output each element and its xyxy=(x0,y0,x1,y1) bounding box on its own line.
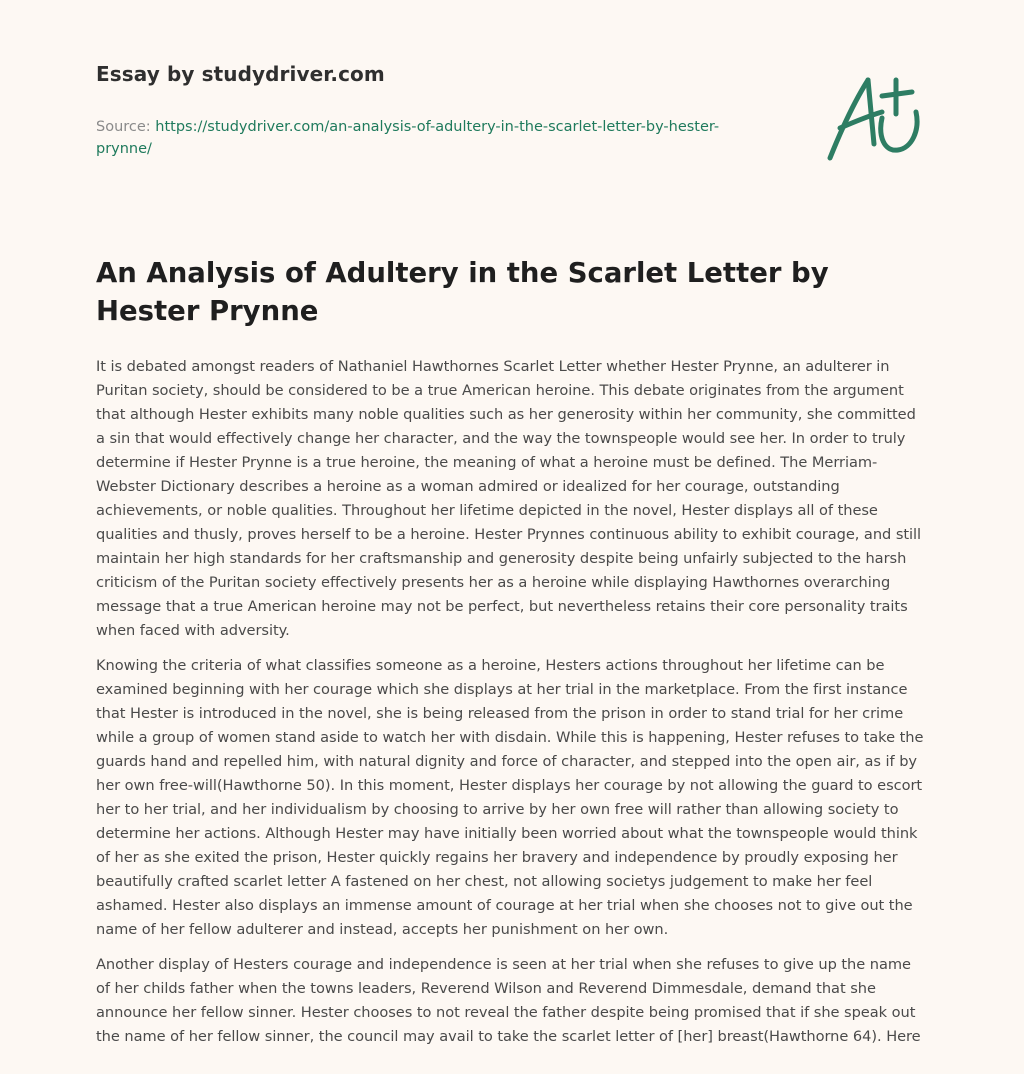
source-link[interactable]: https://studydriver.com/an-analysis-of-adultery-in-the-scarlet-letter-by-hester-prynne/ xyxy=(96,119,720,157)
paragraph: Knowing the criteria of what classifies someone as a heroine, Hesters actions throughout her lifetime can be examined beginning with her courage which she displays at her trial in the marketplace. From the first instance that Hester is introduced in the novel, she is being released from the prison in order to stand trial for her crime while a group of women stand aside to watch her with disdain. While this is happening, Hester refuses to take the guards hand and repelled him, with natural dignity and force of character, and stepped into the open air, as if by her own free-will(Hawthorne 50). In this moment, Hester displays her courage by not allowing the guard to escort her to her trial, and her individualism by choosing to arrive by her own free will rather than allowing society to determine her actions. Although Hester may have initially been worried about what the townspeople would think of her as she exited the prison, Hester quickly regains her bravery and independence by proudly exposing her beautifully crafted scarlet letter A fastened on her chest, not allowing societys judgement to make her feel ashamed. Hester also displays an immense amount of courage at her trial when she chooses not to give out the name of her fellow adulterer and instead, accepts her punishment on her own. xyxy=(96,657,924,938)
paragraph: Another display of Hesters courage and independence is seen at her trial when she refuses to give up the name of her childs father when the towns leaders, Reverend Wilson and Reverend Dimmesdale, demand that she announce her fellow sinner. Hester chooses to not reveal the father despite being promised that if she speak out the name of her fellow sinner, the council may avail to take the scarlet letter of [her] breast(Hawthorne 64). Here xyxy=(96,956,921,1045)
essay-body xyxy=(96,355,926,1060)
brand-title: Essay by studydriver.com xyxy=(96,62,385,86)
source-line xyxy=(96,116,756,160)
source-label: Source: xyxy=(96,119,156,135)
essay-title: An Analysis of Adultery in the Scarlet Letter by Hester Prynne xyxy=(96,257,829,327)
document-header xyxy=(96,62,776,160)
a-plus-icon xyxy=(820,66,932,166)
paragraph: It is debated amongst readers of Nathaniel Hawthornes Scarlet Letter whether Hester Prynne, an adulterer in Puritan society, should be considered to be a true American heroine. This debate originates from the argument that although Hester exhibits many noble qualities such as her generosity within her community, she committed a sin that would effectively change her character, and the way the townspeople would see her. In order to truly determine if Hester Prynne is a true heroine, the meaning of what a heroine must be defined. The Merriam-Webster Dictionary describes a heroine as a woman admired or idealized for her courage, outstanding achievements, or noble qualities. Throughout her lifetime depicted in the novel, Hester displays all of these qualities and thusly, proves herself to be a heroine. Hester Prynnes continuous ability to exhibit courage, and still maintain her high standards for her craftsmanship and generosity despite being unfairly subjected to the harsh criticism of the Puritan society effectively presents her as a heroine while displaying Hawthornes overarching message that a true American heroine may not be perfect, but nevertheless retains their core personality traits when faced with adversity. xyxy=(96,358,922,639)
